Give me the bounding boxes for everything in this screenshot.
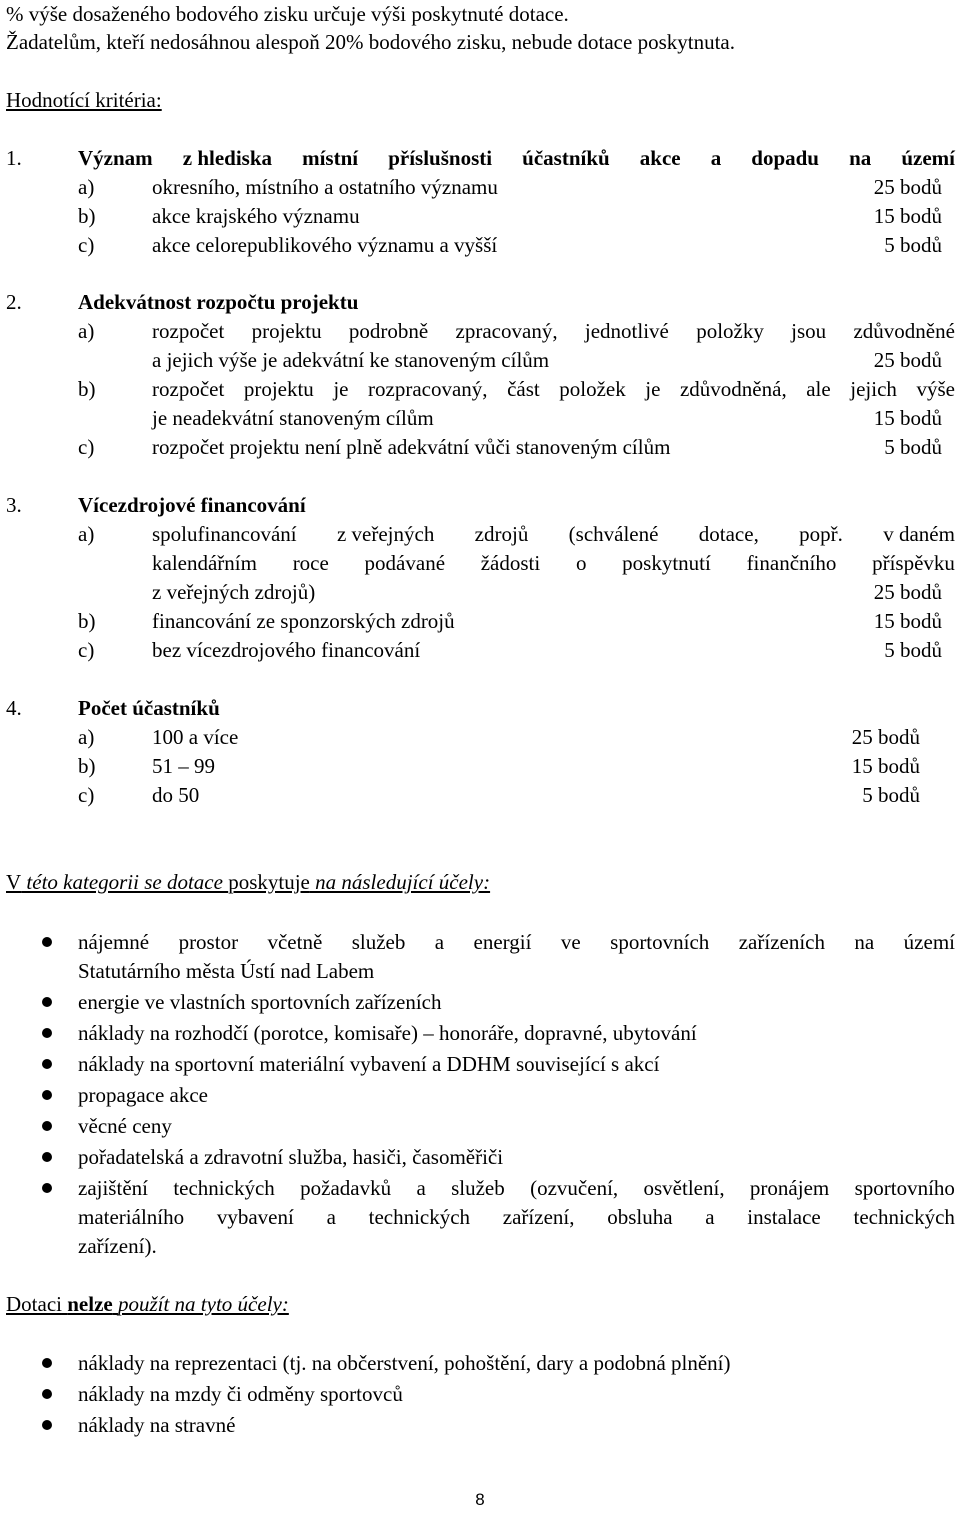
item-text: z veřejných zdrojů): [152, 580, 316, 604]
word: zpracovaný,: [455, 319, 558, 343]
bullet-icon: [42, 1152, 52, 1162]
word: žádosti: [480, 551, 541, 575]
criterion-number: 4.: [6, 696, 22, 720]
bullet-icon: [42, 1389, 52, 1399]
list-item-justified: [78, 928, 955, 957]
title-word: Význam: [78, 146, 153, 170]
title-word: účastníků: [522, 146, 610, 170]
word: zařízení,: [502, 1205, 575, 1229]
bullet-icon: [42, 1059, 52, 1069]
word: zdrojů: [474, 522, 529, 546]
item-points: 25 bodů: [873, 348, 942, 372]
word: vybavení: [216, 1205, 294, 1229]
word: kalendářním: [152, 551, 257, 575]
word: technických: [368, 1205, 471, 1229]
heading-part: poskytuje: [228, 870, 310, 894]
item-label: a): [78, 522, 95, 546]
item-text: bez vícezdrojového financování: [152, 638, 421, 662]
word: finančního: [746, 551, 837, 575]
word: jejich: [850, 377, 897, 401]
word: sportovního: [854, 1176, 955, 1200]
item-text: okresního, místního a ostatního významu: [152, 175, 498, 199]
forbidden-purposes-heading: [6, 1290, 289, 1319]
word: technických: [853, 1205, 955, 1229]
word: pronájem: [749, 1176, 830, 1200]
title-word: akce: [639, 146, 681, 170]
word: zajištění: [78, 1176, 148, 1200]
word: technických: [173, 1176, 275, 1200]
item-text: 100 a více: [152, 725, 239, 749]
word: instalace: [747, 1205, 821, 1229]
item-text: do 50: [152, 783, 200, 807]
criterion-number: 2.: [6, 290, 22, 314]
list-item: Statutárního města Ústí nad Labem: [78, 959, 375, 983]
item-text: a jejich výše je adekvátní ke stanoveným cílům: [152, 348, 550, 372]
list-item: věcné ceny: [78, 1114, 172, 1138]
word: ale: [806, 377, 831, 401]
list-item: náklady na sportovní materiální vybavení a DDHM související s akcí: [78, 1052, 660, 1076]
word: o: [575, 551, 587, 575]
criterion-number: 1.: [6, 146, 22, 170]
list-item: propagace akce: [78, 1083, 208, 1107]
title-word: na: [849, 146, 872, 170]
criterion-title: [78, 144, 955, 173]
item-text-justified: [152, 317, 955, 346]
title-word: z hlediska: [182, 146, 273, 170]
item-text-justified: [152, 549, 955, 578]
word: ve: [560, 930, 581, 954]
word: rozpočet: [152, 319, 225, 343]
bullet-icon: [42, 1358, 52, 1368]
bullet-icon: [42, 1090, 52, 1100]
bullet-icon: [42, 1121, 52, 1131]
heading-part: nelze: [67, 1292, 113, 1316]
word: na: [854, 930, 875, 954]
item-label: a): [78, 725, 95, 749]
item-label: b): [78, 377, 96, 401]
item-points: 5 bodů: [862, 783, 920, 807]
item-points: 5 bodů: [884, 638, 942, 662]
word: je: [333, 377, 349, 401]
word: položky: [696, 319, 764, 343]
word: zdůvodněná,: [679, 377, 787, 401]
word: materiálního: [78, 1205, 185, 1229]
item-text: 51 – 99: [152, 754, 215, 778]
item-label: c): [78, 435, 95, 459]
word: (ozvučení,: [530, 1176, 619, 1200]
criterion-title: Adekvátnost rozpočtu projektu: [78, 290, 359, 314]
item-points: 25 bodů: [851, 725, 920, 749]
word: rozpracovaný,: [368, 377, 488, 401]
title-word: území: [901, 146, 955, 170]
title-word: příslušnosti: [388, 146, 493, 170]
word: osvětlení,: [643, 1176, 725, 1200]
item-points: 15 bodů: [873, 204, 942, 228]
bullet-icon: [42, 1183, 52, 1193]
heading-part: V: [6, 870, 22, 894]
word: zařízeních: [738, 930, 825, 954]
title-word: a: [710, 146, 722, 170]
word: a: [434, 930, 445, 954]
word: spolufinancování: [152, 522, 297, 546]
item-label: a): [78, 319, 95, 343]
word: popř.: [799, 522, 843, 546]
bullet-icon: [42, 937, 52, 947]
allowed-purposes-heading: [6, 868, 490, 897]
word: projektu: [251, 319, 322, 343]
word: a: [705, 1205, 715, 1229]
word: část: [507, 377, 540, 401]
word: poskytnutí: [622, 551, 711, 575]
item-points: 15 bodů: [851, 754, 920, 778]
word: roce: [292, 551, 329, 575]
word: nájemné: [78, 930, 150, 954]
heading-part: na následující účely:: [309, 870, 491, 894]
word: položek: [559, 377, 626, 401]
list-item: pořadatelská a zdravotní služba, hasiči, časoměřiči: [78, 1145, 504, 1169]
intro-text-line-2: Žadatelům, kteří nedosáhnou alespoň 20% bodového zisku, nebude dotace poskytnuta.: [6, 30, 735, 54]
word: sportovních: [610, 930, 710, 954]
word: v daném: [883, 522, 955, 546]
word: dotace,: [698, 522, 759, 546]
word: území: [903, 930, 955, 954]
word: (schválené: [568, 522, 659, 546]
item-points: 5 bodů: [884, 435, 942, 459]
item-label: b): [78, 204, 96, 228]
word: výše: [916, 377, 955, 401]
word: a: [416, 1176, 426, 1200]
word: projektu: [243, 377, 314, 401]
item-text-justified: [152, 520, 955, 549]
heading-part: použít na tyto účely:: [117, 1292, 289, 1316]
item-text: akce krajského významu: [152, 204, 360, 228]
item-text: je neadekvátní stanoveným cílům: [152, 406, 434, 430]
word: energií: [473, 930, 532, 954]
title-word: dopadu: [751, 146, 819, 170]
word: příspěvku: [872, 551, 955, 575]
list-item: náklady na reprezentaci (tj. na občerstvení, pohoštění, dary a podobná plnění): [78, 1351, 731, 1375]
criteria-heading: Hodnotící kritéria:: [6, 88, 162, 112]
word: rozpočet: [152, 377, 225, 401]
list-item: zařízení).: [78, 1234, 157, 1258]
item-label: c): [78, 233, 95, 257]
criterion-title: Vícezdrojové financování: [78, 493, 306, 517]
word: služeb: [351, 930, 406, 954]
item-text: rozpočet projektu není plně adekvátní vůči stanoveným cílům: [152, 435, 671, 459]
list-item: energie ve vlastních sportovních zařízeních: [78, 990, 442, 1014]
item-label: a): [78, 175, 95, 199]
item-points: 15 bodů: [873, 609, 942, 633]
item-label: c): [78, 783, 95, 807]
bullet-icon: [42, 997, 52, 1007]
word: prostor: [178, 930, 239, 954]
bullet-icon: [42, 1028, 52, 1038]
word: podrobně: [348, 319, 429, 343]
intro-text-line-1: % výše dosaženého bodového zisku určuje výši poskytnuté dotace.: [6, 2, 569, 26]
item-points: 25 bodů: [873, 580, 942, 604]
list-item: náklady na rozhodčí (porotce, komisaře) – honoráře, dopravné, ubytování: [78, 1021, 697, 1045]
word: z veřejných: [336, 522, 435, 546]
word: jsou: [791, 319, 827, 343]
list-item-justified: [78, 1203, 955, 1232]
word: požadavků: [300, 1176, 392, 1200]
item-label: b): [78, 754, 96, 778]
item-points: 15 bodů: [873, 406, 942, 430]
heading-part: Dotaci: [6, 1292, 62, 1316]
bullet-icon: [42, 1420, 52, 1430]
word: podávané: [364, 551, 446, 575]
criterion-number: 3.: [6, 493, 22, 517]
page-number: 8: [475, 1490, 485, 1509]
item-label: b): [78, 609, 96, 633]
heading-part: této kategorii se dotace: [21, 870, 229, 894]
word: služeb: [451, 1176, 505, 1200]
word: a: [326, 1205, 336, 1229]
title-word: místní: [302, 146, 359, 170]
item-points: 5 bodů: [884, 233, 942, 257]
criterion-title: Počet účastníků: [78, 696, 220, 720]
list-item: náklady na mzdy či odměny sportovců: [78, 1382, 403, 1406]
item-text: financování ze sponzorských zdrojů: [152, 609, 455, 633]
word: včetně: [267, 930, 323, 954]
word: je: [645, 377, 661, 401]
word: obsluha: [607, 1205, 673, 1229]
item-text-justified: [152, 375, 955, 404]
item-label: c): [78, 638, 95, 662]
word: zdůvodněné: [853, 319, 955, 343]
item-text: akce celorepublikového významu a vyšší: [152, 233, 498, 257]
list-item-justified: [78, 1174, 955, 1203]
list-item: náklady na stravné: [78, 1413, 236, 1437]
item-points: 25 bodů: [873, 175, 942, 199]
word: jednotlivé: [584, 319, 669, 343]
